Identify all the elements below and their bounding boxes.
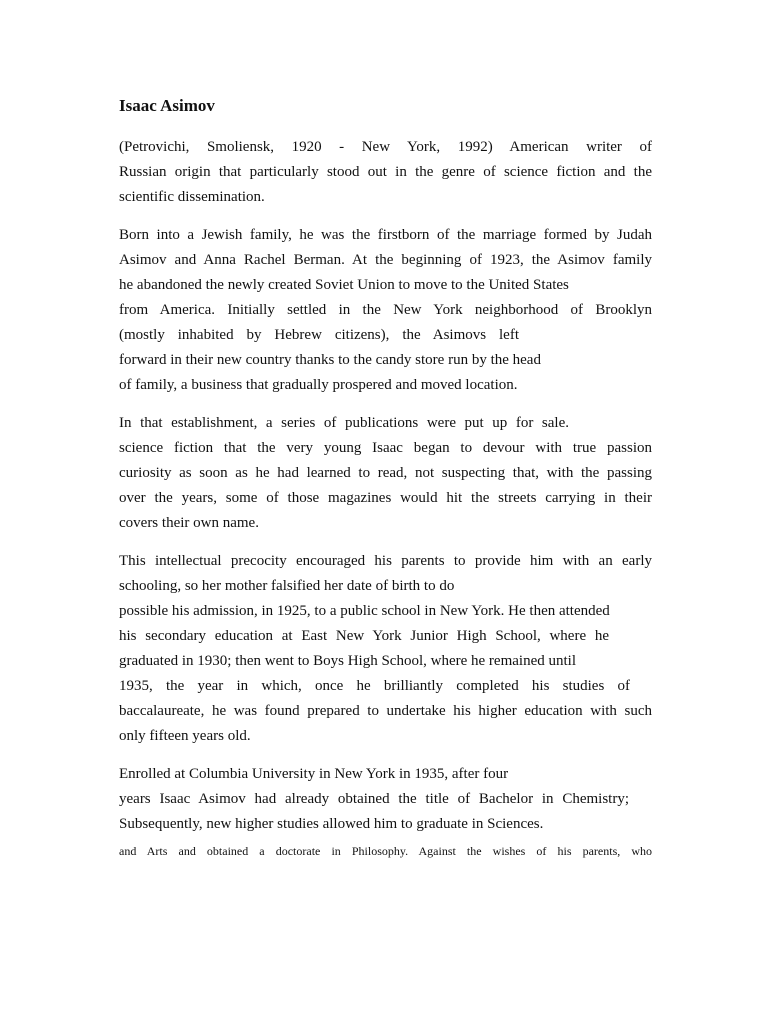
text-line: scientific dissemination. — [119, 189, 265, 205]
text-line: of family, a business that gradually prospered and moved location. — [119, 377, 518, 393]
document-title: Isaac Asimov — [119, 96, 215, 115]
text-line: Born into a Jewish family, he was the firstborn of the marriage formed by Judah — [119, 227, 652, 243]
text-line: Asimov and Anna Rachel Berman. At the beginning of 1923, the Asimov family — [119, 252, 652, 268]
text-line: Subsequently, new higher studies allowed him to graduate in Sciences. — [119, 816, 544, 832]
text-line: covers their own name. — [119, 515, 259, 531]
text-line: and Arts and obtained a doctorate in Philosophy. Against the wishes of his parents, who — [119, 844, 652, 858]
text-line: schooling, so her mother falsified her date of birth to do — [119, 578, 455, 594]
text-line: Enrolled at Columbia University in New York in 1935, after four — [119, 766, 509, 782]
text-line: (mostly inhabited by Hebrew citizens), the Asimovs left — [119, 327, 519, 343]
text-line: science fiction that the very young Isaac began to devour with true passion — [119, 440, 652, 456]
text-line: This intellectual precocity encouraged his parents to provide him with an early — [119, 553, 652, 569]
text-line: forward in their new country thanks to the candy store run by the head — [119, 352, 541, 368]
text-line: only fifteen years old. — [119, 728, 251, 744]
text-line: curiosity as soon as he had learned to read, not suspecting that, with the passing — [119, 465, 652, 481]
text-line: he abandoned the newly created Soviet Union to move to the United States — [119, 277, 569, 293]
text-line: Russian origin that particularly stood out in the genre of science fiction and the — [119, 164, 652, 180]
text-line: baccalaureate, he was found prepared to undertake his higher education with such — [119, 703, 652, 719]
text-line: (Petrovichi, Smoliensk, 1920 - New York, 1992) American writer of — [119, 139, 652, 155]
text-line: his secondary education at East New York Junior High School, where he — [119, 628, 609, 644]
text-line: from America. Initially settled in the New York neighborhood of Brooklyn — [119, 302, 652, 318]
text-line: possible his admission, in 1925, to a public school in New York. He then attended — [119, 603, 610, 619]
text-line: years Isaac Asimov had already obtained the title of Bachelor in Chemistry; — [119, 791, 629, 807]
text-line: graduated in 1930; then went to Boys High School, where he remained until — [119, 653, 576, 669]
text-line: over the years, some of those magazines would hit the streets carrying in their — [119, 490, 652, 506]
text-line: 1935, the year in which, once he brilliantly completed his studies of — [119, 678, 630, 694]
text-line: In that establishment, a series of publications were put up for sale. — [119, 415, 569, 431]
